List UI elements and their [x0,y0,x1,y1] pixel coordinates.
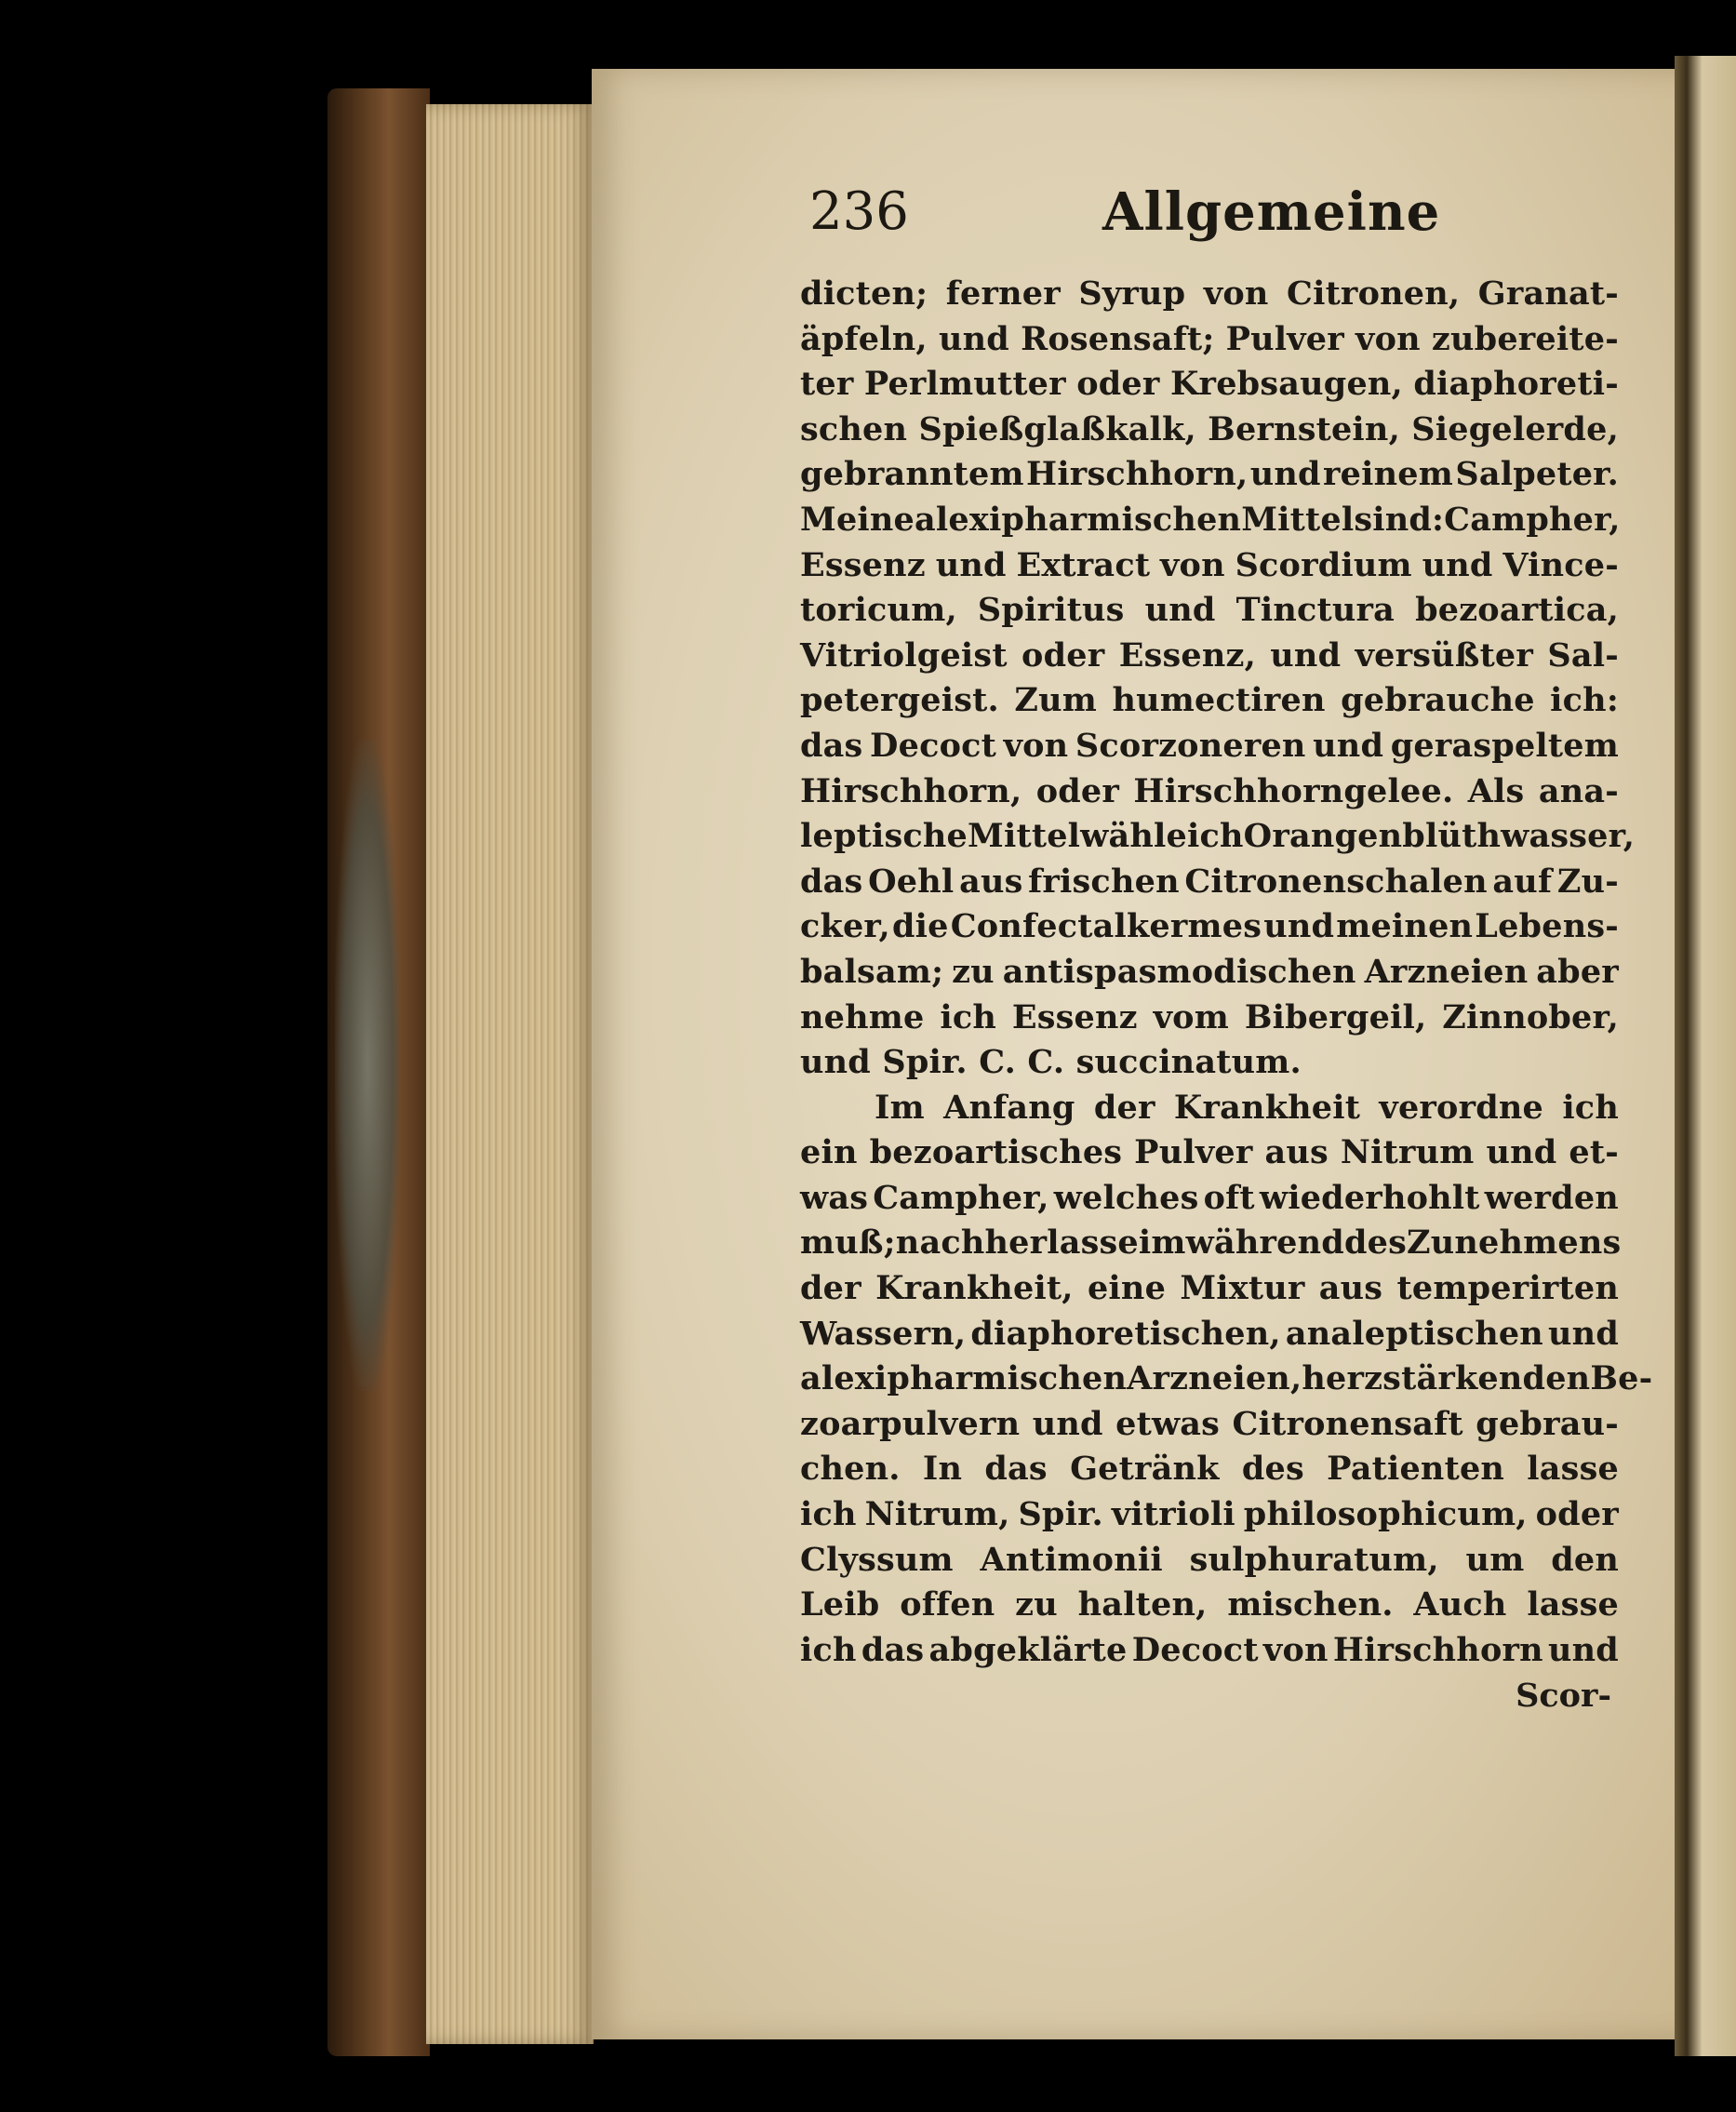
text-line: Vitriolgeist oder Essenz, und versüßter Sal- [800,635,1619,675]
text-line: ich das abgeklärte Decoct von Hirschhorn und [800,1630,1619,1669]
text-line: toricum, Spiritus und Tinctura bezoartica, [800,591,1619,630]
text-line: was Campher, welches oft wiederhohlt werden [800,1178,1619,1217]
text-line: chen. In das Getränk des Patienten lasse [800,1450,1619,1489]
text-line: Hirschhorn, oder Hirschhorngelee. Als ana- [800,771,1619,810]
text-line: nehme ich Essenz vom Bibergeil, Zinnober, [800,997,1619,1036]
text-line: Meine alexipharmischen Mittel sind: Campher, [800,500,1621,539]
text-line: alexipharmischen Arzneien, herzstärkenden Be- [800,1359,1653,1398]
text-line: gebranntem Hirschhorn, und reinem Salpeter. [800,455,1619,494]
text-line: Essenz und Extract von Scordium und Vince- [800,545,1619,584]
text-line: Clyssum Antimonii sulphuratum, um den [800,1540,1619,1579]
text-line: zoarpulvern und etwas Citronensaft gebrau- [800,1404,1619,1443]
text-line: cker, die Confectalkermes und meinen Lebens- [800,907,1619,946]
text-line: schen Spießglaßkalk, Bernstein, Siegelerde, [800,409,1619,448]
text-line: und Spir. C. C. succinatum. [800,1043,1302,1082]
text-line: Leib offen zu halten, mischen. Auch lasse [800,1585,1619,1624]
text-line: äpfeln, und Rosensaft; Pulver von zubereite- [800,319,1619,358]
running-head [809,181,1647,247]
text-line: der Krankheit, eine Mixtur aus temperirten [800,1269,1619,1308]
text-line: muß; nachher lasse im während des Zunehmens [800,1223,1622,1263]
facing-page-gutter [1675,56,1736,2056]
page-number: 236 [809,181,909,242]
page-edges [426,104,594,2044]
text-line: das Decoct von Scorzoneren und geraspeltem [800,726,1619,765]
text-line: leptische Mittel wähle ich Orangenblüthwasser, [800,817,1636,856]
text-line: ter Perlmutter oder Krebsaugen, diaphoreti- [800,365,1619,404]
body-text [800,272,1653,1719]
text-line: petergeist. Zum humectiren gebrauche ich: [800,681,1619,720]
text-line: dicten; ferner Syrup von Citronen, Granat- [800,274,1619,313]
text-line: Wassern, diaphoretischen, analeptischen und [800,1314,1619,1353]
catchword: Scor- [1516,1677,1611,1716]
text-line: das Oehl aus frischen Citronenschalen auf Zu- [800,862,1619,901]
running-title: Allgemeine [1102,181,1441,243]
paragraph-1 [800,272,1636,1086]
cover-wear-patch [335,740,400,1391]
text-line: balsam; zu antispasmodischen Arzneien aber [800,952,1619,991]
text-line: Im Anfang der Krankheit verordne ich [875,1088,1619,1127]
paragraph-2 [800,1086,1653,1674]
text-line: ein bezoartisches Pulver aus Nitrum und et- [800,1133,1619,1172]
text-line: ich Nitrum, Spir. vitrioli philosophicum, oder [800,1495,1619,1534]
book-cover-edge [327,88,430,2056]
